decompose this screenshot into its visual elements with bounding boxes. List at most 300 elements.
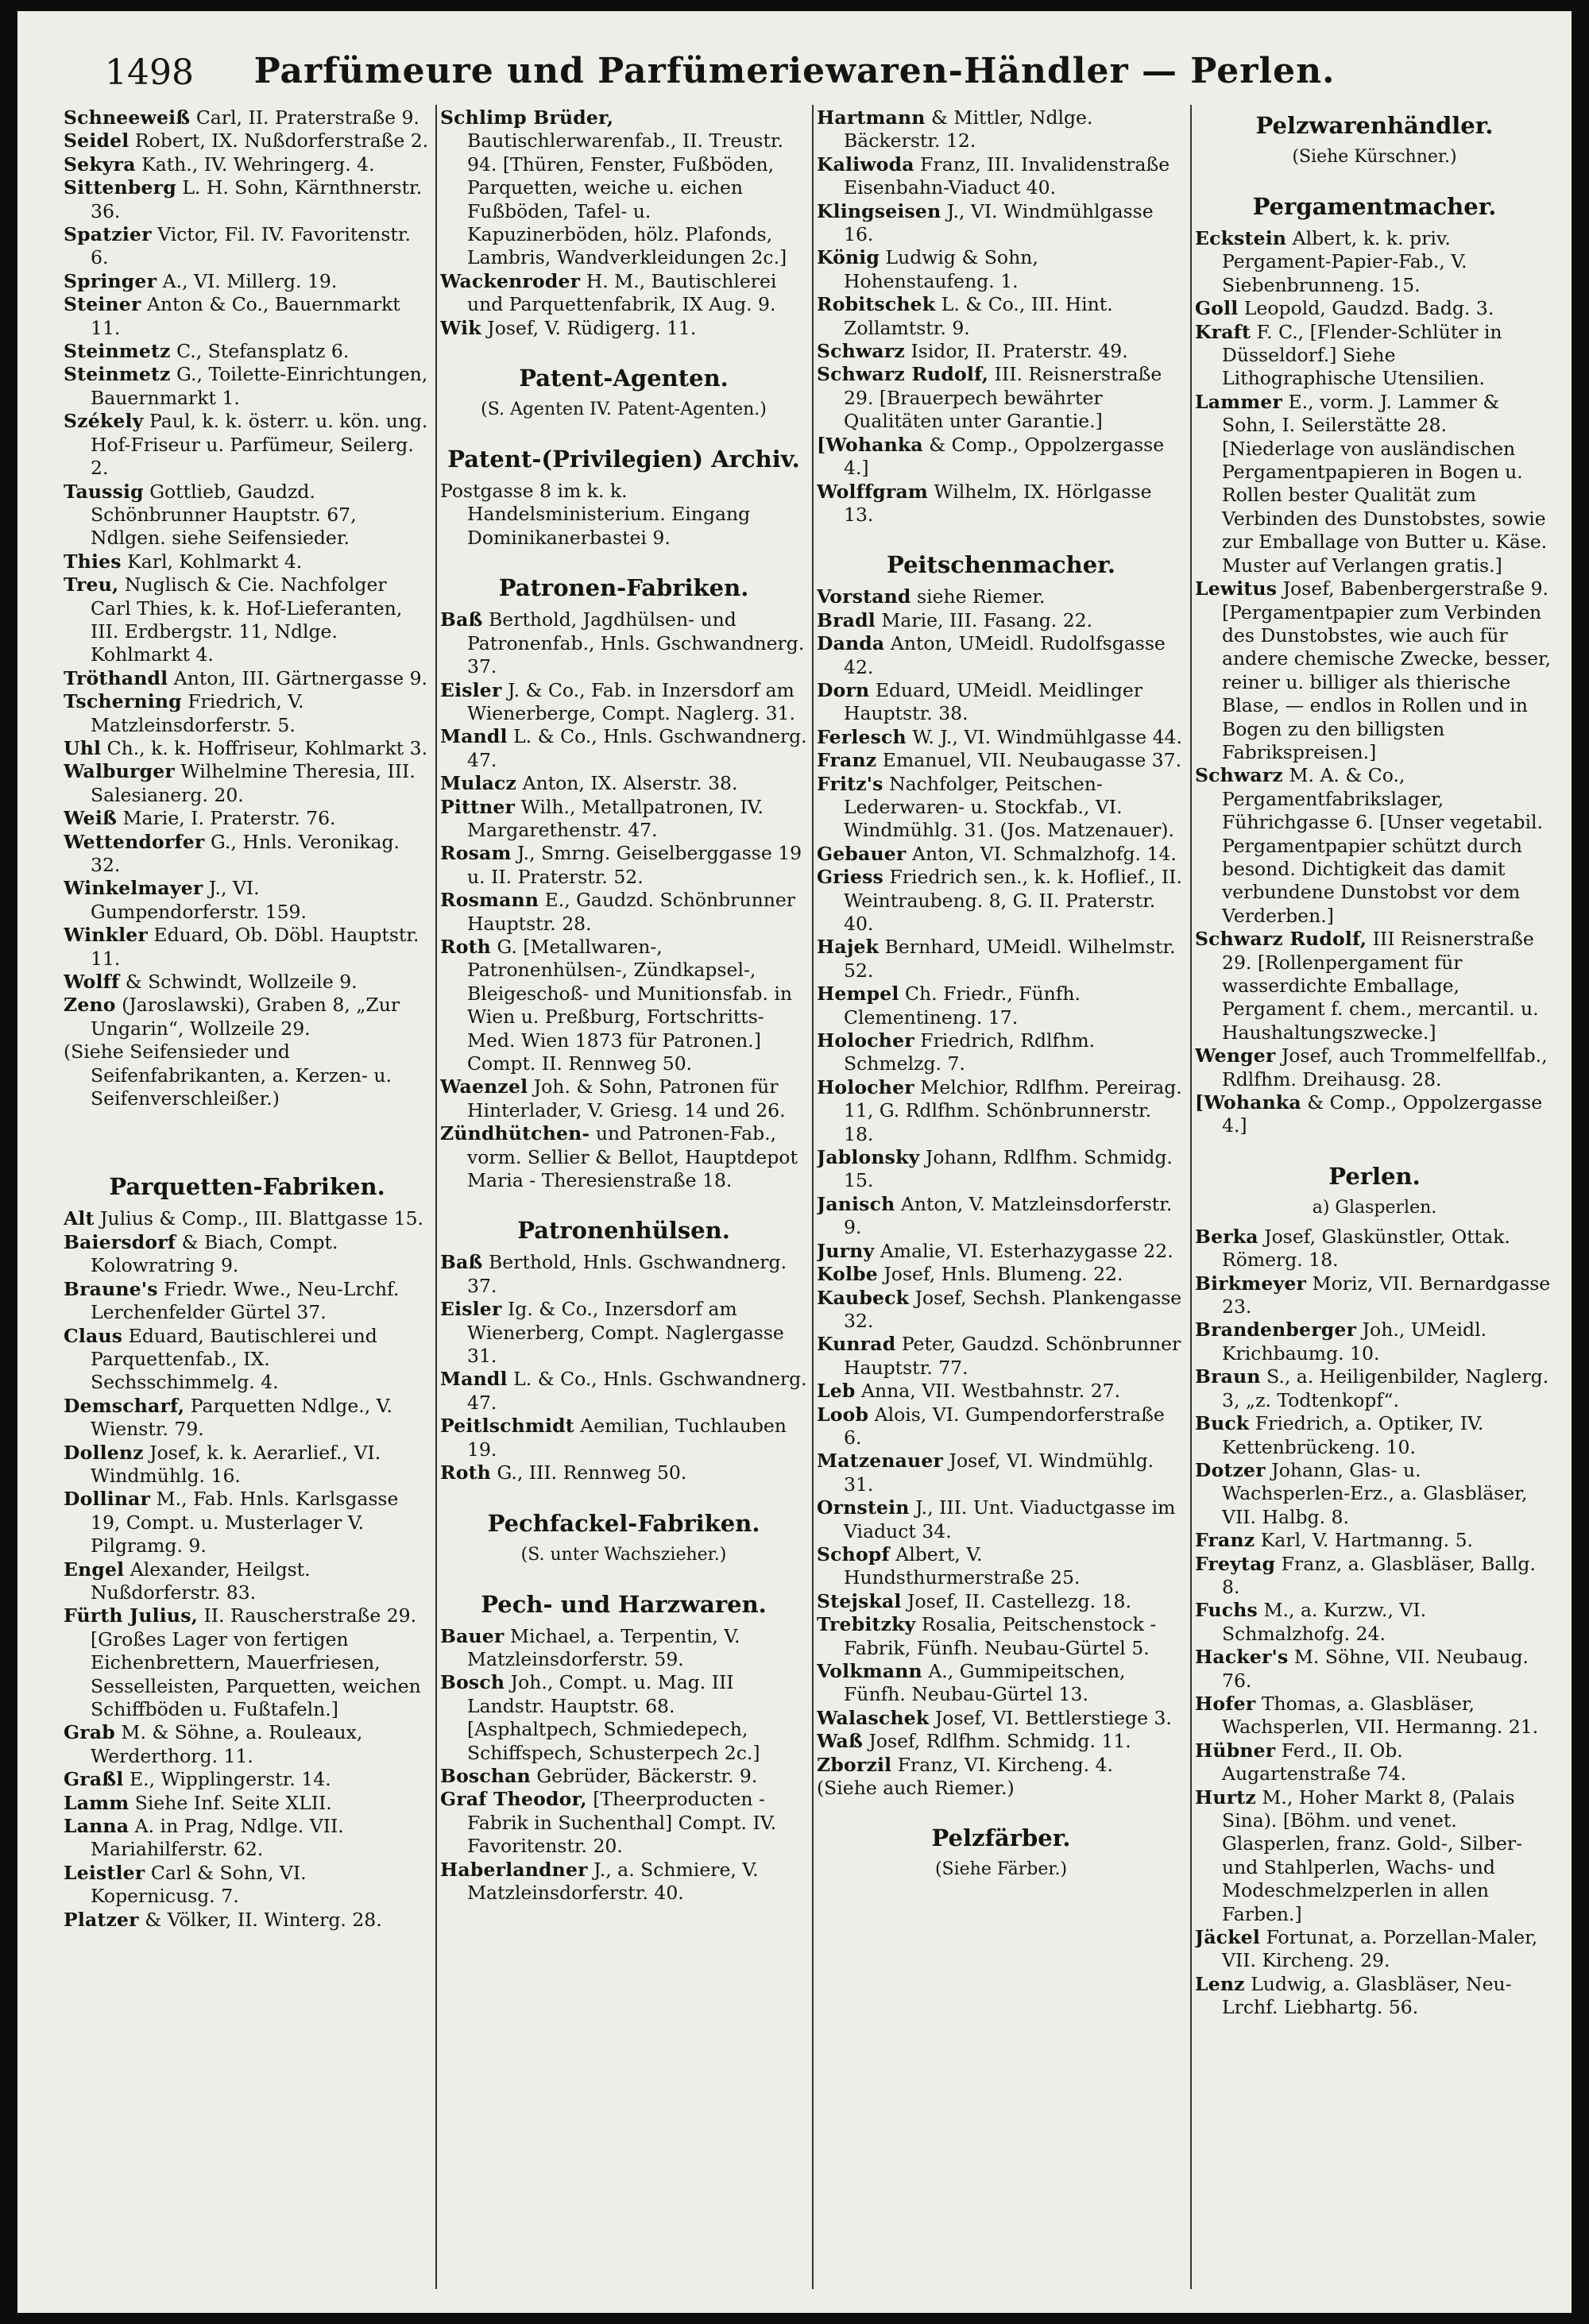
directory-entry (1195, 1693, 1554, 1739)
entry-name: Mandl (440, 725, 508, 748)
entry-name: Hurtz (1195, 1785, 1256, 1809)
directory-entry (817, 679, 1185, 726)
entry-details: Friedr. Wwe., Neu-Lrchf. Lerchenfelder Gürtel 37. (91, 1277, 400, 1324)
entry-name: Lenz (1195, 1972, 1245, 1995)
entry-name: Robitschek (817, 293, 936, 316)
directory-entry (817, 1076, 1185, 1146)
directory-entry (440, 1122, 807, 1192)
section-subheading: a) Glasperlen. (1312, 1197, 1437, 1218)
entry-details: Josef, VI. Windmühlg. 31. (844, 1450, 1154, 1496)
directory-entry (440, 1075, 807, 1122)
directory-entry (817, 200, 1185, 247)
directory-entry (64, 667, 431, 690)
entry-name: Steiner (64, 293, 141, 316)
entry-name: [Wohanka (1195, 1091, 1301, 1114)
entry-name: Hofer (1195, 1692, 1256, 1715)
entry-name: Schopf (817, 1542, 890, 1565)
entry-details: Franz, VI. Kircheng. 4. (897, 1753, 1113, 1776)
directory-entry (64, 223, 431, 270)
entry-name: Wik (440, 316, 481, 339)
entry-name: Matzenauer (817, 1450, 944, 1473)
directory-entry (64, 550, 431, 573)
column-divider (812, 105, 814, 2289)
entry-details: Albert, V. Hundsthurmerstraße 25. (844, 1542, 1081, 1589)
entry-details: Anton & Co., Bauernmarkt 11. (91, 293, 400, 339)
entry-name: Lanna (64, 1815, 130, 1838)
entry-name: Alt (64, 1207, 95, 1230)
entry-list (440, 106, 807, 340)
entry-details: Leopold, Gaudzd. Badg. 3. (1243, 297, 1494, 320)
directory-entry (64, 877, 431, 924)
entry-name: Uhl (64, 736, 102, 759)
directory-entry (64, 1278, 431, 1325)
entry-name: Kolbe (817, 1263, 878, 1286)
entry-details: M. & Söhne, a. Rouleaux, Werderthorg. 11. (91, 1721, 363, 1767)
entry-details: [Theerproducten - Fabrik in Suchenthal] Compt. IV. Favoritenstr. 20. (467, 1788, 777, 1858)
entry-name: Waß (817, 1730, 864, 1753)
entry-details: (Jaroslawski), Graben 8, „Zur Ungarin“, Wollzeile 29. (91, 994, 400, 1040)
entry-name: Waenzel (440, 1075, 528, 1098)
entry-name: Kaubeck (817, 1286, 910, 1309)
entry-name: Fuchs (1195, 1599, 1258, 1622)
directory-entry (440, 608, 807, 678)
entry-details: Berthold, Hnls. Gschwandnerg. 37. (467, 1251, 787, 1297)
page-number: 1498 (105, 52, 194, 93)
directory-entry (64, 971, 431, 994)
directory-entry (1195, 1091, 1554, 1138)
entry-details: Parquetten Ndlge., V. Wienstr. 79. (91, 1394, 392, 1441)
section-heading: Patronenhülsen. (517, 1217, 730, 1245)
column-2 (440, 106, 807, 2297)
entry-details: M., a. Kurzw., VI. Schmalzhofg. 24. (1222, 1599, 1427, 1645)
directory-entry (817, 843, 1185, 866)
entry-name: Engel (64, 1558, 125, 1581)
entry-name: Schwarz (1195, 764, 1283, 787)
entry-details: J., VI. Gumpendorferstr. 159. (91, 877, 307, 923)
directory-entry (64, 1721, 431, 1768)
entry-details: F. C., [Flender-Schlüter in Düsseldorf.] Siehe Lithographische Utensilien. (1222, 320, 1502, 390)
directory-entry (64, 573, 431, 667)
entry-name: Roth (440, 1461, 491, 1484)
entry-name: Leistler (64, 1861, 145, 1884)
entry-details: Aemilian, Tuchlauben 19. (467, 1415, 787, 1461)
entry-details: Ig. & Co., Inzersdorf am Wienerberg, Compt. Naglergasse 31. (467, 1298, 784, 1368)
entry-details: G., Toilette-Einrichtungen, Bauernmarkt 1. (91, 363, 428, 409)
entry-details: Joh., UMeidl. Krichbaumg. 10. (1222, 1318, 1487, 1365)
directory-entry (817, 293, 1185, 340)
column-3 (817, 106, 1185, 2297)
entry-details: Josef, V. Rüdigerg. 11. (487, 316, 697, 339)
entry-details: Julius & Comp., III. Blattgasse 15. (100, 1207, 424, 1230)
directory-entry (440, 842, 807, 889)
directory-entry (817, 106, 1185, 153)
directory-entry (817, 1029, 1185, 1076)
entry-details: Anton, III. Gärtnergasse 9. (173, 666, 428, 689)
entry-name: Wenger (1195, 1044, 1276, 1067)
entry-name: Demscharf, (64, 1394, 185, 1417)
directory-entry (64, 1909, 431, 1932)
directory-entry (817, 481, 1185, 527)
entry-name: Jurny (817, 1239, 875, 1262)
entry-name: Danda (817, 632, 885, 655)
directory-entry (440, 317, 807, 340)
entry-details: L. & Co., III. Hint. Zollamtstr. 9. (844, 293, 1113, 339)
entry-details: Eduard, UMeidl. Meidlinger Hauptstr. 38. (844, 678, 1143, 725)
entry-name: Trebitzky (817, 1613, 916, 1636)
entry-name: Lewitus (1195, 577, 1278, 600)
section-heading: Pergamentmacher. (1252, 193, 1497, 220)
entry-details: Alois, VI. Gumpendorferstraße 6. (844, 1403, 1165, 1449)
entry-name: Lammer (1195, 390, 1283, 413)
entry-name: Platzer (64, 1908, 139, 1931)
entry-details: Nachfolger, Peitschen-Lederwaren- u. Stockfab., VI. Windmühlg. 31. (Jos. Matzenauer). (844, 772, 1174, 842)
directory-entry (64, 176, 431, 223)
entry-name: Gebauer (817, 842, 907, 865)
entry-name: Roth (440, 935, 491, 958)
entry-details: Robert, IX. Nußdorferstraße 2. (134, 129, 429, 152)
directory-entry (1195, 928, 1554, 1044)
entry-details: & Mittler, Ndlge. Bäckerstr. 12. (844, 106, 1093, 152)
entry-details: Wilhelm, IX. Hörlgasse 13. (844, 480, 1152, 526)
entry-details: Gebrüder, Bäckerstr. 9. (536, 1764, 758, 1787)
entry-name: Grab (64, 1721, 115, 1744)
directory-entry (64, 270, 431, 293)
directory-entry (1195, 1365, 1554, 1412)
entry-name: Goll (1195, 297, 1239, 320)
directory-entry (817, 1590, 1185, 1613)
entry-name: Volkmann (817, 1660, 922, 1682)
directory-entry (64, 410, 431, 480)
directory-entry (64, 340, 431, 363)
directory-entry (64, 129, 431, 152)
entry-name: Graf Theodor, (440, 1788, 587, 1811)
entry-name: Spatzier (64, 223, 152, 246)
entry-name: Seidel (64, 129, 130, 152)
entry-details: II. Rauscherstraße 29. [Großes Lager von fertigen Eichenbrettern, Mauerfriesen, Sesselleisten, Parquetten, weichen Schiffböden u. Fußtafeln.] (91, 1604, 421, 1720)
entry-name: Fürth Julius, (64, 1604, 199, 1627)
directory-entry (817, 1730, 1185, 1753)
entry-details: Josef, VI. Bettlerstiege 3. (934, 1706, 1172, 1729)
directory-entry (817, 1496, 1185, 1543)
directory-entry (1195, 1973, 1554, 2020)
entry-name: Bauer (440, 1624, 505, 1647)
entry-name: Berka (1195, 1225, 1258, 1248)
entry-details: Victor, Fil. IV. Favoritenstr. 6. (91, 223, 411, 269)
directory-entry (817, 1380, 1185, 1403)
directory-entry (1195, 1646, 1554, 1693)
section-heading: Pelzwarenhändler. (1255, 112, 1494, 139)
entry-details: Marie, III. Fasang. 22. (881, 608, 1093, 631)
directory-entry (64, 1442, 431, 1488)
entry-details: Albert, k. k. priv. Pergament-Papier-Fab., V. Siebenbrunneng. 15. (1222, 227, 1467, 296)
entry-name: König (817, 246, 880, 269)
directory-entry (817, 982, 1185, 1029)
directory-entry (1195, 577, 1554, 764)
entry-list (1195, 1226, 1554, 2020)
entry-name: Eisler (440, 678, 502, 701)
entry-name: Dollinar (64, 1488, 151, 1511)
entry-details: Joh., Compt. u. Mag. III Landstr. Hauptstr. 68. [Asphaltpech, Schmiedepech, Schiffspech, Schusterpech 2c.] (467, 1671, 760, 1764)
directory-entry (440, 1415, 807, 1461)
entry-details: Carl, II. Praterstraße 9. (195, 106, 419, 129)
entry-name: Hacker's (1195, 1646, 1289, 1669)
directory-entry (440, 270, 807, 317)
running-title: Parfümeure und Parfümeriewaren-Händler — Perlen. (253, 51, 1336, 91)
entry-details: Anton, UMeidl. Rudolfsgasse 42. (844, 632, 1166, 678)
directory-entry (440, 889, 807, 936)
entry-details: Anton, V. Matzleinsdorferstr. 9. (844, 1192, 1173, 1239)
entry-details: Melchior, Rdlfhm. Pereirag. 11, G. Rdlfhm. Schönbrunnerstr. 18. (844, 1075, 1182, 1145)
directory-entry (817, 1240, 1185, 1263)
directory-entry (64, 807, 431, 830)
directory-entry (817, 1543, 1185, 1590)
entry-details: Josef, Glaskünstler, Ottak. Römerg. 18. (1222, 1225, 1510, 1272)
entry-name: Sittenberg (64, 176, 176, 199)
entry-name: Braune's (64, 1277, 158, 1300)
directory-entry (817, 585, 1185, 608)
entry-name: Zündhütchen- (440, 1122, 590, 1145)
entry-details: Thomas, a. Glasbläser, Wachsperlen, VII. Hermanng. 21. (1222, 1692, 1539, 1739)
entry-name: Hübner (1195, 1739, 1276, 1762)
entry-details: J., Smrng. Geiselberggasse 19 u. II. Praterstr. 52. (467, 842, 802, 888)
entry-details: Friedrich, a. Optiker, IV. Kettenbrückeng. 10. (1222, 1412, 1484, 1458)
directory-entry (817, 1263, 1185, 1286)
directory-entry (64, 1815, 431, 1862)
directory-entry (817, 1403, 1185, 1450)
entry-name: Eisler (440, 1298, 502, 1321)
section-note: (Siehe Kürschner.) (1292, 147, 1457, 167)
directory-entry (817, 632, 1185, 679)
entry-details: A., Gummipeitschen, Fünfh. Neubau-Gürtel 13. (844, 1660, 1126, 1706)
entry-details: Friedrich, Rdlfhm. Schmelzg. 7. (844, 1029, 1096, 1075)
entry-name: Kraft (1195, 320, 1251, 343)
entry-details: C., Stefansplatz 6. (176, 340, 350, 363)
entry-name: Lamm (64, 1791, 130, 1814)
entry-name: Schwarz Rudolf, (1195, 928, 1367, 951)
entry-details: (Siehe auch Riemer.) (817, 1777, 1015, 1800)
directory-page (17, 11, 1572, 2313)
entry-details: Johann, Rdlfhm. Schmidg. 15. (844, 1146, 1173, 1192)
entry-details: Michael, a. Terpentin, V. Matzleinsdorferstr. 59. (467, 1624, 740, 1670)
entry-name: Kunrad (817, 1333, 896, 1356)
entry-details: Gottlieb, Gaudzd. Schönbrunner Hauptstr. 67, Ndlgen. siehe Seifensieder. (91, 480, 357, 550)
section-note: (S. Agenten IV. Patent-Agenten.) (481, 400, 767, 420)
entry-name: Schwarz Rudolf, (817, 363, 989, 386)
directory-entry (1195, 297, 1554, 320)
entry-details: Friedrich, V. Matzleinsdorferstr. 5. (91, 690, 304, 736)
directory-entry (64, 481, 431, 550)
page-header (73, 48, 1516, 103)
entry-name: Wackenroder (440, 269, 581, 292)
directory-entry (440, 106, 807, 270)
entry-details: L. & Co., Hnls. Gschwandnerg. 47. (467, 725, 807, 771)
section-heading: Patent-(Privilegien) Archiv. (447, 446, 800, 473)
directory-entry (817, 1777, 1185, 1800)
entry-details: Alexander, Heilgst. Nußdorferstr. 83. (91, 1558, 311, 1604)
entry-name: Steinmetz (64, 363, 171, 386)
directory-entry (440, 1859, 807, 1905)
directory-entry (817, 246, 1185, 293)
entry-name: Wolffgram (817, 480, 929, 503)
directory-entry (440, 1671, 807, 1765)
entry-name: Buck (1195, 1412, 1250, 1435)
entry-name: Hartmann (817, 106, 926, 129)
entry-name: Freytag (1195, 1552, 1276, 1575)
entry-name: Birkmeyer (1195, 1272, 1307, 1295)
entry-name: Pittner (440, 795, 516, 818)
entry-details: Josef, k. k. Aerarlief., VI. Windmühlg. 16. (91, 1441, 381, 1487)
entry-name: Vorstand (817, 585, 911, 608)
directory-entry (64, 924, 431, 971)
entry-details: Franz, a. Glasbläser, Ballg. 8. (1222, 1552, 1536, 1598)
entry-name: Zeno (64, 994, 116, 1017)
section-heading: Patronen-Fabriken. (498, 574, 749, 602)
entry-name: Ferlesch (817, 725, 907, 748)
entry-name: Holocher (817, 1075, 914, 1098)
directory-entry (440, 936, 807, 1075)
directory-entry (64, 1488, 431, 1558)
entry-details: Bernhard, UMeidl. Wilhelmstr. 52. (844, 936, 1176, 982)
entry-details: Paul, k. k. österr. u. kön. ung. Hof-Friseur u. Parfümeur, Seilerg. 2. (91, 410, 428, 480)
directory-entry (64, 690, 431, 737)
entry-name: Sekyra (64, 152, 136, 176)
directory-entry (64, 1862, 431, 1909)
entry-details: S., a. Heiligenbilder, Naglerg. 3, „z. Todtenkopf“. (1222, 1365, 1549, 1411)
entry-name: Springer (64, 269, 157, 292)
directory-entry (1195, 1926, 1554, 1973)
entry-details: G., Hnls. Veronikag. 32. (91, 830, 400, 876)
entry-list (64, 106, 431, 1110)
entry-details: Rosalia, Peitschenstock - Fabrik, Fünfh. Neubau-Gürtel 5. (844, 1613, 1157, 1659)
directory-entry (817, 749, 1185, 772)
directory-entry (817, 1660, 1185, 1707)
entry-name: Weiß (64, 807, 118, 830)
entry-name: Haberlandner (440, 1858, 588, 1881)
directory-entry (440, 1251, 807, 1298)
entry-name: Dotzer (1195, 1458, 1266, 1481)
entry-details: Berthold, Jagdhülsen- und Patronenfab., Hnls. Gschwandnerg. 37. (467, 608, 805, 678)
entry-name: Rosam (440, 842, 512, 865)
directory-entry (1195, 1318, 1554, 1365)
directory-entry (440, 1765, 807, 1788)
entry-details: Karl, Kohlmarkt 4. (127, 550, 303, 573)
directory-entry (1195, 1412, 1554, 1459)
entry-details: Peter, Gaudzd. Schönbrunner Hauptstr. 77. (844, 1333, 1181, 1379)
entry-name: Jäckel (1195, 1926, 1261, 1949)
entry-list (440, 608, 807, 1192)
directory-entry (1195, 1226, 1554, 1272)
entry-name: Steinmetz (64, 340, 171, 363)
entry-name: Boschan (440, 1764, 531, 1787)
directory-entry (817, 936, 1185, 982)
entry-details: Eduard, Bautischlerei und Parquettenfab., IX. Sechsschimmelg. 4. (91, 1324, 377, 1394)
directory-entry (817, 340, 1185, 363)
entry-details: Franz, III. Invalidenstraße Eisenbahn-Viaduct 40. (844, 152, 1170, 199)
directory-entry (64, 106, 431, 129)
entry-details: Josef, Babenbergerstraße 9. [Pergamentpapier zum Verbinden des Dunstobstes, wie auch für andere chemische Zwecke, besser, reiner u. billiger als thierische Blase, — endlos in Rollen und in Bogen zu den billigsten Fabrikspreisen.] (1222, 577, 1552, 763)
section-note: (Siehe Färber.) (934, 1859, 1068, 1880)
entry-details: Friedrich sen., k. k. Hoflief., II. Weintraubeng. 8, G. II. Praterstr. 40. (844, 866, 1182, 935)
entry-name: Eckstein (1195, 227, 1287, 249)
entry-details: L. & Co., Hnls. Gschwandnerg. 47. (467, 1368, 807, 1414)
entry-name: Peitlschmidt (440, 1415, 574, 1438)
entry-details: & Biach, Compt. Kolowratring 9. (91, 1230, 338, 1277)
entry-name: Claus (64, 1324, 123, 1347)
entry-name: Stejskal (817, 1589, 902, 1612)
directory-entry (64, 1604, 431, 1721)
entry-name: Schlimp Brüder, (440, 106, 614, 129)
directory-entry (817, 153, 1185, 200)
entry-details: E., Gaudzd. Schönbrunner Hauptstr. 28. (467, 889, 795, 935)
entry-details: Karl, V. Hartmanng. 5. (1260, 1529, 1474, 1552)
entry-details: Eduard, Ob. Döbl. Hauptstr. 11. (91, 924, 419, 970)
entry-details: Anna, VII. Westbahnstr. 27. (861, 1380, 1121, 1403)
entry-details: H. M., Bautischlerei und Parquettenfabrik, IX Aug. 9. (467, 269, 777, 316)
entry-details: J. & Co., Fab. in Inzersdorf am Wienerberge, Compt. Naglerg. 31. (467, 678, 795, 724)
section-heading: Patent-Agenten. (519, 365, 729, 392)
directory-entry (817, 1333, 1185, 1380)
entry-list (817, 585, 1185, 1800)
entry-details: Amalie, VI. Esterhazygasse 22. (880, 1239, 1173, 1262)
directory-entry (817, 1450, 1185, 1496)
directory-entry (817, 609, 1185, 632)
section-note: (S. unter Wachszieher.) (520, 1544, 727, 1565)
section-text: Postgasse 8 im k. k. Handelsministerium. Eingang Dominikanerbastei 9. (440, 480, 751, 549)
entry-details: & Comp., Oppolzergasse 4.] (1222, 1091, 1543, 1137)
entry-details: G., III. Rennweg 50. (497, 1461, 687, 1484)
entry-details: M. Söhne, VII. Neubaug. 76. (1222, 1646, 1529, 1692)
entry-details: (Siehe Seifensieder und Seifenfabrikanten, a. Kerzen- u. Seifenverschleißer.) (64, 1040, 392, 1110)
entry-name: Schneeweiß (64, 106, 191, 129)
entry-name: Griess (817, 866, 883, 889)
directory-entry (64, 1558, 431, 1605)
entry-details: & Comp., Oppolzergasse 4.] (844, 433, 1165, 480)
entry-name: Winkelmayer (64, 877, 203, 900)
entry-details: & Völker, II. Winterg. 28. (145, 1908, 382, 1931)
entry-name: Wolff (64, 971, 120, 994)
directory-entry (1195, 1529, 1554, 1552)
directory-entry (64, 1395, 431, 1442)
entry-name: Baiersdorf (64, 1230, 176, 1253)
entry-name: Mandl (440, 1368, 508, 1391)
entry-list (440, 1251, 807, 1484)
directory-entry (817, 1707, 1185, 1730)
entry-name: Treu, (64, 573, 119, 596)
directory-entry (817, 1754, 1185, 1777)
entry-details: III. Reisnerstraße 29. [Brauerpech bewährter Qualitäten unter Garantie.] (844, 363, 1162, 433)
directory-entry (817, 866, 1185, 936)
entry-details: Ludwig & Sohn, Hohenstaufeng. 1. (844, 246, 1038, 292)
directory-entry (1195, 1786, 1554, 1926)
entry-details: Moriz, VII. Bernardgasse 23. (1222, 1272, 1551, 1318)
directory-entry (440, 725, 807, 772)
directory-entry (64, 1792, 431, 1815)
entry-name: Kaliwoda (817, 152, 914, 176)
entry-details: Josef, II. Castellezg. 18. (907, 1589, 1131, 1612)
entry-list (440, 1625, 807, 1905)
directory-entry (817, 773, 1185, 843)
directory-entry (1195, 1739, 1554, 1786)
entry-name: Mulacz (440, 772, 517, 795)
entry-details: Josef, auch Trommelfellfab., Rdlfhm. Dreihausg. 28. (1222, 1044, 1548, 1091)
section-heading: Parquetten-Fabriken. (109, 1173, 385, 1201)
entry-name: Jablonsky (817, 1146, 920, 1169)
directory-entry (817, 726, 1185, 749)
entry-name: Braun (1195, 1365, 1261, 1388)
entry-name: Taussig (64, 480, 144, 503)
directory-entry (1195, 1553, 1554, 1600)
entry-list (64, 1207, 431, 1932)
